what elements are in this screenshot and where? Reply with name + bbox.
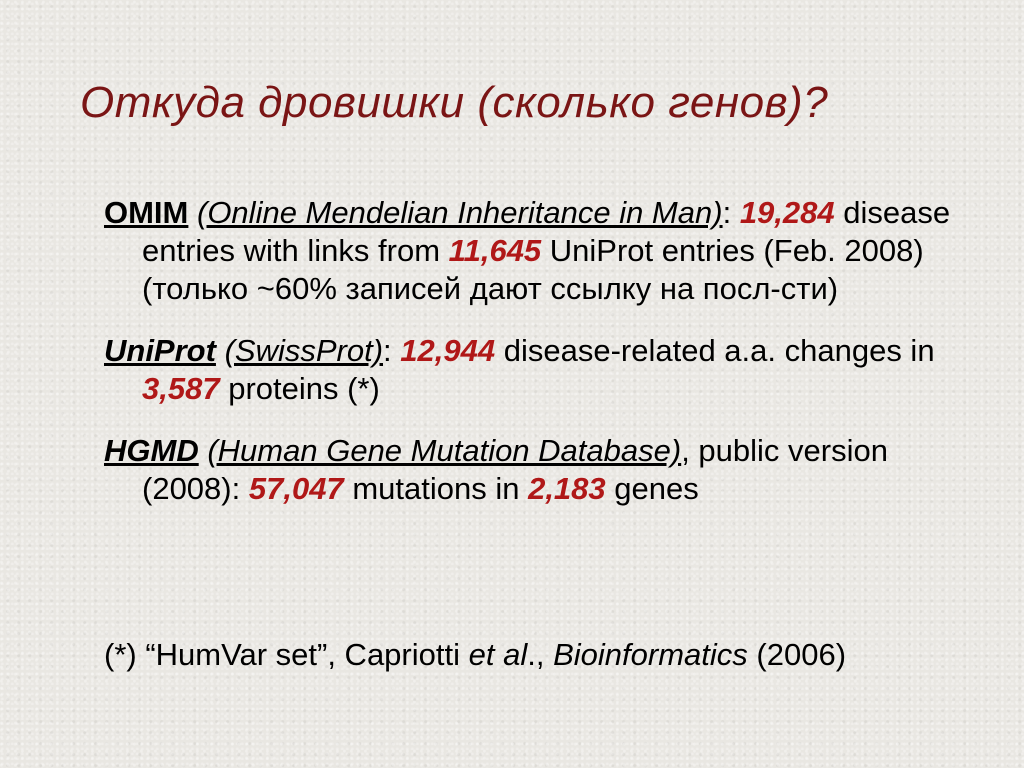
footnote-journal: Bioinformatics: [553, 637, 748, 672]
entry-full-name: (SwissProt): [224, 333, 384, 368]
slide-title: Откуда дровишки (сколько генов)?: [80, 78, 829, 127]
entry-text-1: disease entries with links from: [142, 195, 951, 268]
entry-number-1: 12,944: [400, 333, 496, 368]
entry-uniprot: [104, 332, 954, 408]
entry-text-1: mutations in: [352, 471, 520, 506]
entry-name: HGMD: [104, 433, 199, 468]
entries-list: [104, 194, 954, 508]
entry-number-2: 11,645: [448, 233, 542, 268]
footnote-year: (2006): [756, 637, 847, 672]
footnote-prefix: (*) “HumVar set”, Capriotti: [104, 637, 460, 672]
footnote: [104, 636, 846, 674]
entry-separator: , public version (2008):: [142, 433, 888, 506]
entry-text-2: genes: [614, 471, 699, 506]
entry-number-1: 19,284: [739, 195, 835, 230]
entry-name: UniProt: [104, 333, 216, 368]
entry-separator: :: [722, 195, 732, 230]
entry-number-1: 57,047: [248, 471, 344, 506]
footnote-mid: .,: [527, 637, 545, 672]
footnote-et-al: et al: [468, 637, 528, 672]
entry-text-1: disease-related a.a. changes in: [503, 333, 935, 368]
entry-hgmd: [104, 432, 954, 508]
entry-full-name: (Online Mendelian Inheritance in Man): [197, 195, 723, 230]
entry-number-2: 3,587: [142, 371, 220, 406]
entry-omim: [104, 194, 954, 308]
entry-full-name: (Human Gene Mutation Database): [207, 433, 682, 468]
entry-name: OMIM: [104, 195, 189, 230]
entry-separator: :: [383, 333, 392, 368]
entry-number-2: 2,183: [528, 471, 606, 506]
entry-text-2: proteins (*): [228, 371, 380, 406]
entry-text-2: UniProt entries (Feb. 2008) (только ~60% записей дают ссылку на посл-сти): [142, 233, 924, 306]
